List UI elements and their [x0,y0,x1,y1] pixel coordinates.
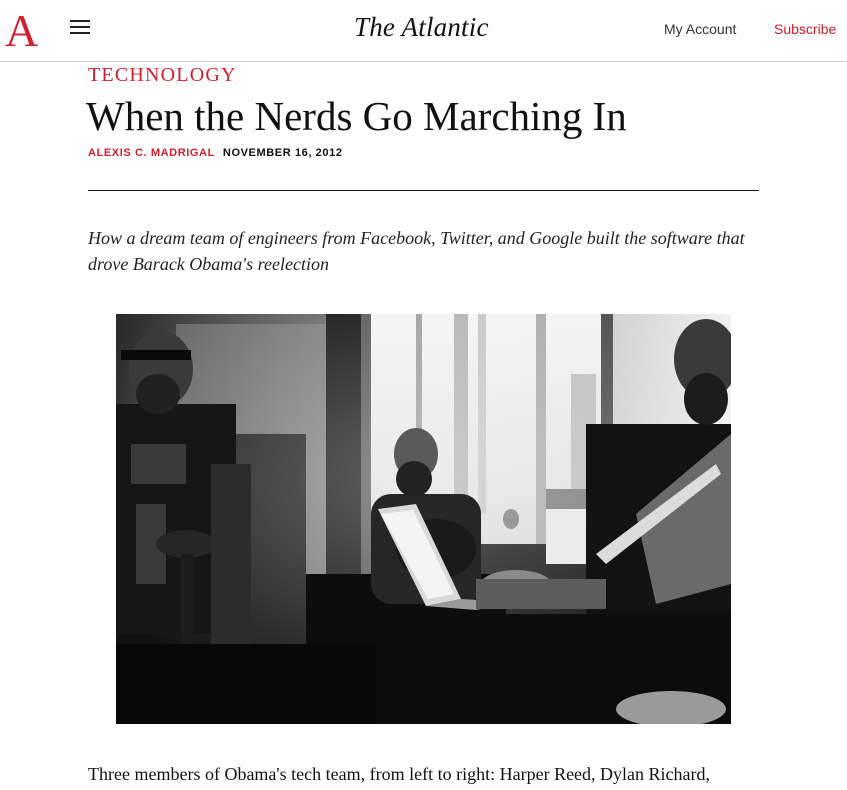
hamburger-menu-icon[interactable] [70,20,90,34]
my-account-link[interactable]: My Account [664,21,737,37]
atlantic-logo-icon[interactable]: A [5,5,39,56]
byline [88,146,343,160]
subscribe-link[interactable]: Subscribe [774,21,837,37]
article-title: When the Nerds Go Marching In [86,93,627,139]
article-photo [116,314,731,724]
menu-bar-bottom [70,32,90,34]
section-label[interactable]: TECHNOLOGY [88,64,237,86]
article-dek: How a dream team of engineers from Facebook, Twitter, and Google built the software that drove Barack Obama's reelection [88,228,745,274]
publish-date: NOVEMBER 16, 2012 [222,147,343,159]
menu-bar-middle [70,26,90,28]
site-wordmark[interactable]: The Atlantic [354,12,489,42]
author-link[interactable]: ALEXIS C. MADRIGAL [88,147,215,159]
photo-caption: Three members of Obama's tech team, from left to right: Harper Reed, Dylan Richard, [88,764,711,784]
photo-illustration [116,314,731,724]
menu-bar-top [70,20,90,22]
header-divider [88,190,759,191]
site-header [0,0,847,62]
